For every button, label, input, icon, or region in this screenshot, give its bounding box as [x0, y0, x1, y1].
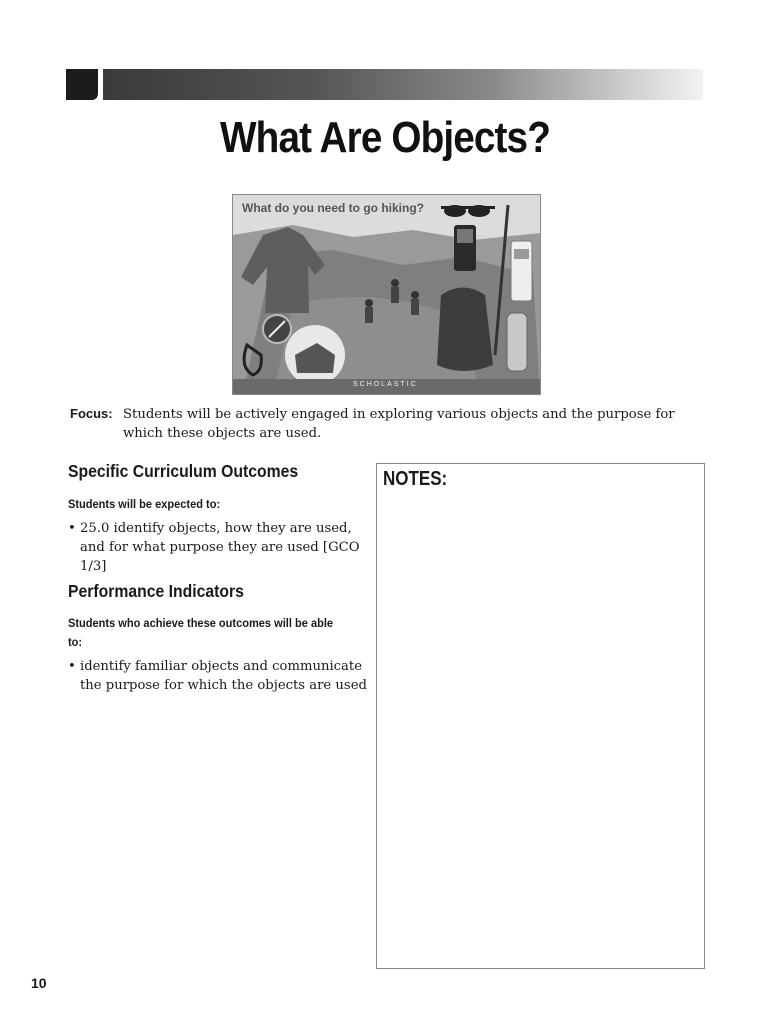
poster-question: What do you need to go hiking?	[242, 201, 424, 215]
header-gradient-bar	[103, 69, 703, 100]
specific-outcomes-subheading: Students will be expected to:	[68, 497, 221, 511]
page-title: What Are Objects?	[220, 113, 550, 162]
backpack-icon	[437, 288, 493, 372]
water-bottle-icon	[507, 313, 527, 371]
outcome-bullet: • 25.0 identify objects, how they are used, and for what purpose they are used [GCO 1/3]	[68, 521, 360, 574]
poster-brand: SCHOLASTIC	[353, 381, 418, 388]
hiking-poster-image	[232, 194, 541, 395]
compass-icon	[263, 315, 291, 343]
focus-text: Students will be actively engaged in exploring various objects and the purpose for which these objects are used.	[123, 407, 675, 441]
indicator-bullet: • identify familiar objects and communicate the purpose for which the objects are used	[68, 659, 367, 693]
sunscreen-icon	[511, 241, 532, 301]
cell-phone-icon	[454, 225, 476, 271]
performance-indicators-heading: Performance Indicators	[68, 581, 244, 601]
page-number: 10	[31, 975, 47, 991]
hiking-boots-icon	[285, 325, 345, 385]
notes-label: NOTES:	[383, 468, 448, 490]
specific-outcomes-heading: Specific Curriculum Outcomes	[68, 461, 299, 481]
performance-indicators-subheading: Students who achieve these outcomes will be able to:	[68, 616, 334, 649]
notes-box[interactable]	[376, 463, 705, 969]
focus-label: Focus:	[70, 406, 113, 421]
header-tab-square	[66, 69, 98, 100]
